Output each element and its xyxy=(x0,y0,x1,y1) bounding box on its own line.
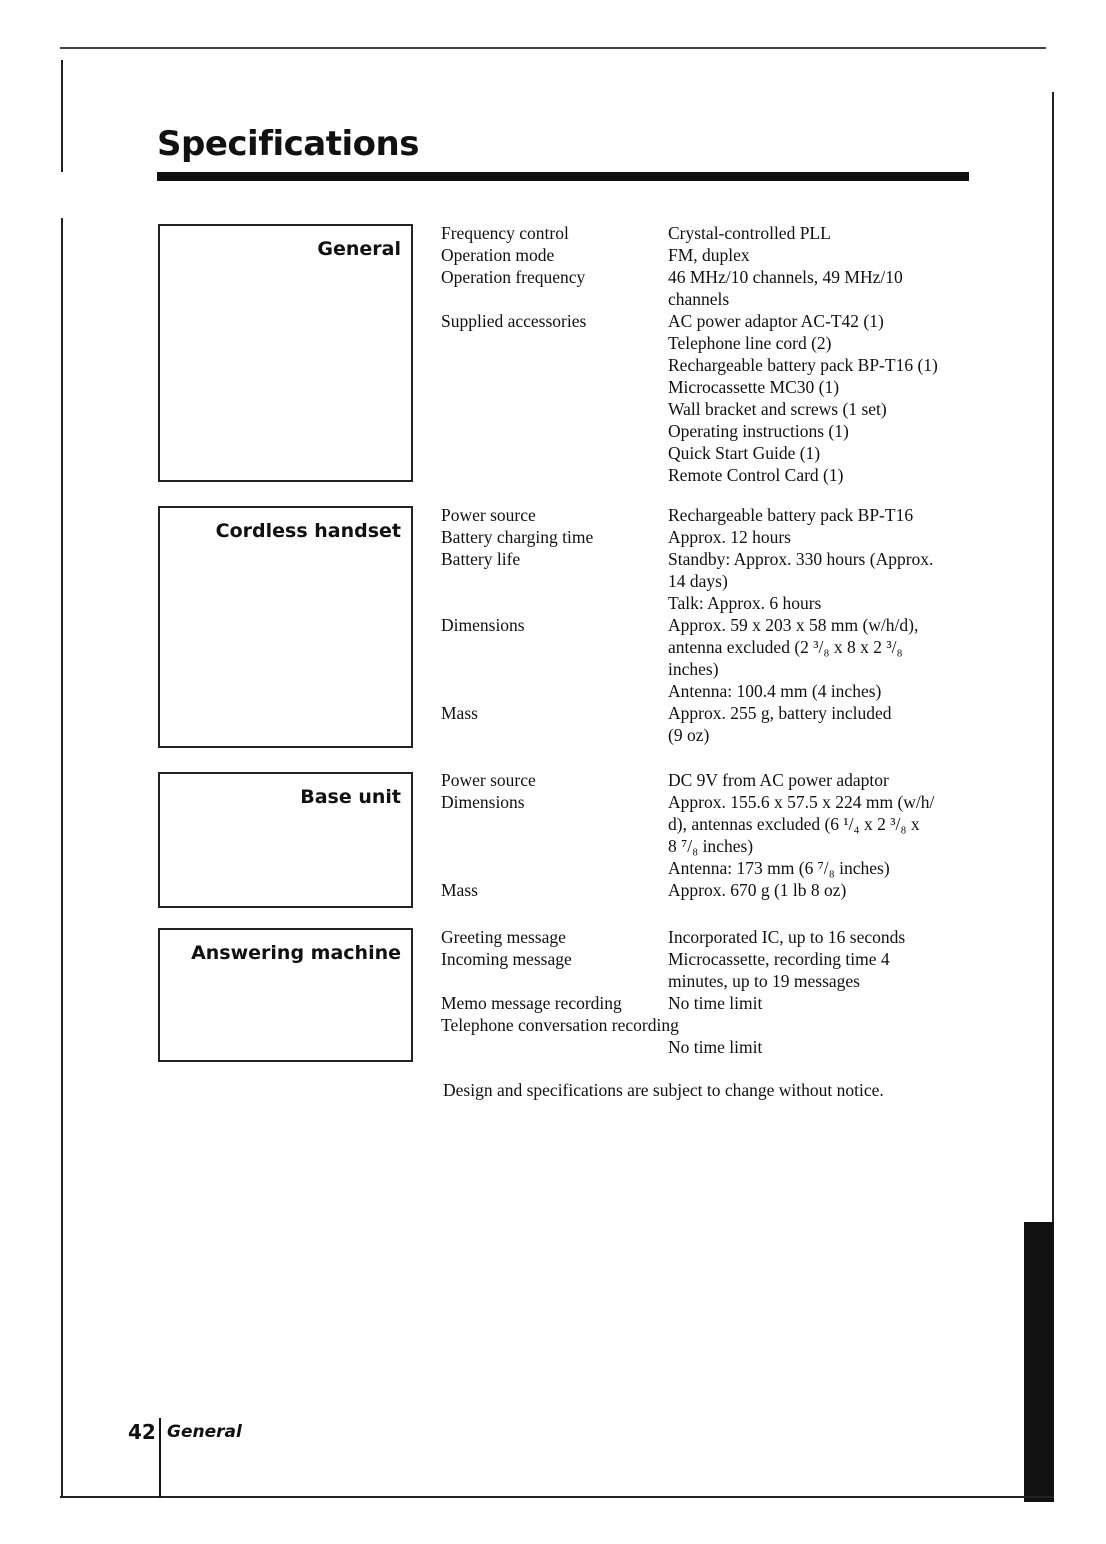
footer-divider xyxy=(159,1418,161,1498)
spec-label: Greeting message xyxy=(441,927,566,947)
spec-values xyxy=(668,769,889,791)
page-title: Specifications xyxy=(157,124,419,164)
spec-value: Approx. 255 g, battery included xyxy=(668,703,892,723)
spec-values xyxy=(668,504,913,526)
section-box-cordless-handset xyxy=(158,506,413,748)
spec-value: Antenna: 100.4 mm (4 inches) xyxy=(668,681,882,701)
title-underline-bar xyxy=(157,172,969,181)
spec-value: Talk: Approx. 6 hours xyxy=(668,593,822,613)
spec-value: FM, duplex xyxy=(668,245,750,265)
spec-value: Approx. 59 x 203 x 58 mm (w/h/d), xyxy=(668,615,919,635)
spec-values xyxy=(668,879,846,901)
spec-value: 8 ⁷/₈ inches) xyxy=(668,836,754,856)
spec-value: Microcassette MC30 (1) xyxy=(668,377,840,397)
spec-values xyxy=(668,791,934,879)
spec-label: Supplied accessories xyxy=(441,311,587,331)
page-number: 42 xyxy=(128,1420,156,1444)
spec-values xyxy=(668,222,831,244)
spec-values xyxy=(668,1014,762,1058)
spec-value: inches) xyxy=(668,659,719,679)
spec-value: 14 days) xyxy=(668,571,728,591)
spec-label: Frequency control xyxy=(441,223,569,243)
spec-value: Telephone line cord (2) xyxy=(668,333,832,353)
spec-value: Wall bracket and screws (1 set) xyxy=(668,399,887,419)
spec-values xyxy=(668,702,892,746)
section-label-cordless-handset: Cordless handset xyxy=(215,520,401,542)
spec-value: Rechargeable battery pack BP-T16 (1) xyxy=(668,355,938,375)
specifications-note: Design and specifications are subject to change without notice. xyxy=(443,1080,884,1100)
spec-values xyxy=(668,926,905,948)
spec-label: Incoming message xyxy=(441,949,572,969)
spec-values xyxy=(668,266,903,310)
spec-value: Quick Start Guide (1) xyxy=(668,443,821,463)
spec-values xyxy=(668,548,933,614)
spec-value: Standby: Approx. 330 hours (Approx. xyxy=(668,549,934,569)
section-label-base-unit: Base unit xyxy=(300,786,401,808)
right-edge-band xyxy=(1024,1222,1054,1502)
left-margin-mark xyxy=(61,60,63,172)
spec-value: Approx. 670 g (1 lb 8 oz) xyxy=(668,880,847,900)
bottom-rule xyxy=(60,1496,1054,1498)
spec-label: Dimensions xyxy=(441,615,525,635)
spec-value: 46 MHz/10 channels, 49 MHz/10 xyxy=(668,267,903,287)
spec-value: AC power adaptor AC-T42 (1) xyxy=(668,311,884,331)
spec-values xyxy=(668,948,890,992)
spec-values xyxy=(668,310,938,486)
section-box-answering-machine xyxy=(158,928,413,1062)
spec-value: Approx. 155.6 x 57.5 x 224 mm (w/h/ xyxy=(668,792,935,812)
spec-label: Power source xyxy=(441,505,536,525)
spec-value: Rechargeable battery pack BP-T16 xyxy=(668,505,914,525)
spec-value: Operating instructions (1) xyxy=(668,421,849,441)
spec-label: Memo message recording xyxy=(441,993,622,1013)
spec-label: Operation mode xyxy=(441,245,555,265)
spec-value: Antenna: 173 mm (6 ⁷/₈ inches) xyxy=(668,858,890,878)
left-margin-rule xyxy=(61,218,63,1498)
spec-label: Telephone conversation recording xyxy=(441,1015,679,1035)
spec-value xyxy=(668,1014,762,1036)
spec-value: No time limit xyxy=(668,993,763,1013)
footer-section-label: General xyxy=(167,1422,242,1442)
spec-values xyxy=(668,526,791,548)
section-label-general: General xyxy=(317,238,401,260)
spec-value: Crystal-controlled PLL xyxy=(668,223,831,243)
spec-label: Mass xyxy=(441,880,478,900)
spec-value: d), antennas excluded (6 ¹/₄ x 2 ³/₈ x xyxy=(668,814,920,834)
spec-values xyxy=(668,244,750,266)
spec-value: Microcassette, recording time 4 xyxy=(668,949,890,969)
section-box-general xyxy=(158,224,413,482)
section-label-answering-machine: Answering machine xyxy=(191,942,401,964)
spec-value: Approx. 12 hours xyxy=(668,527,791,547)
spec-value: minutes, up to 19 messages xyxy=(668,971,860,991)
spec-label: Dimensions xyxy=(441,792,525,812)
section-box-base-unit xyxy=(158,772,413,908)
spec-label: Mass xyxy=(441,703,478,723)
spec-label: Battery charging time xyxy=(441,527,594,547)
spec-label: Power source xyxy=(441,770,536,790)
spec-value: DC 9V from AC power adaptor xyxy=(668,770,889,790)
spec-values xyxy=(668,992,762,1014)
spec-label: Operation frequency xyxy=(441,267,586,287)
spec-value: Incorporated IC, up to 16 seconds xyxy=(668,927,906,947)
spec-value: channels xyxy=(668,289,730,309)
spec-value: (9 oz) xyxy=(668,725,710,745)
top-rule xyxy=(60,47,1046,49)
spec-value: antenna excluded (2 ³/₈ x 8 x 2 ³/₈ xyxy=(668,637,903,657)
spec-value: Remote Control Card (1) xyxy=(668,465,844,485)
spec-values xyxy=(668,614,918,702)
spec-label: Battery life xyxy=(441,549,521,569)
spec-value: No time limit xyxy=(668,1037,763,1057)
